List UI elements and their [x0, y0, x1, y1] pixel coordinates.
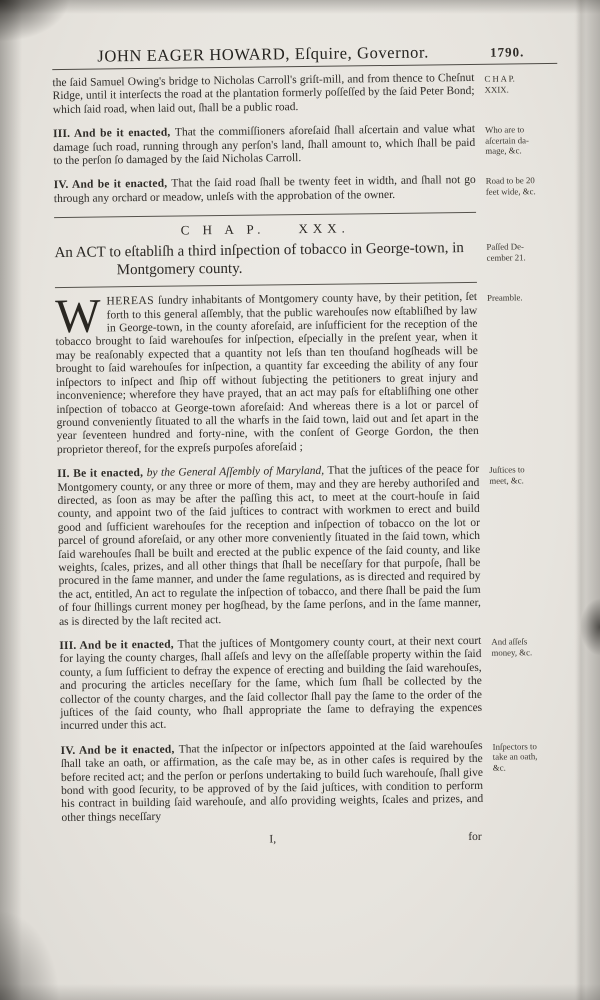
enacting-clause: IV. And be it enacted,: [60, 743, 179, 757]
paragraph-text: [54, 174, 476, 206]
paragraph: [53, 122, 558, 168]
scan-shadow-corner-top-left: [0, 0, 70, 42]
paragraph-text: [59, 635, 482, 734]
paragraph-body: ſundry inhabitants of Montgomery county have, by their petition, ſet forth to this general aſſembly, that the public warehouſes now eſtabliſhed by law in George-town, in the county aforeſaid, are inſufficient for the reception of the tobacco brought to ſaid warehouſes for inſpection, eſpecially in the preſent year, when it may be reaſonably expected that a quantity not leſs than ten thouſand hogſheads will be brought to ſaid warehouſes for inſpection, a quantity far exceeding the ability of any four inſpectors to inſpect and ſhip off without ſubjecting the petitioners to great injury and inconvenience; wherefore they have prayed, that an act may paſs for eſtabliſhing one other inſpection of tobacco at George-town aforeſaid: And whereas there is a lot or parcel of ground conveniently ſituated to all the wharfs in the ſaid town, laid out and ſet apart in the year ſeventeen hundred and forty-nine, with the conſent of George Gordon, the then proprietor thereof, for the expreſs purpoſes aforeſaid ;: [55, 291, 479, 456]
margin-note: Juſtices to meet, &c.: [489, 464, 525, 486]
paragraph-body: That the commiſſioners aforeſaid ſhall aſcertain and value what damage ſuch road, running through any perſon's land, ſhall amount to, which ſhall be paid to the perſon ſo damaged by the ſaid Nicholas Carroll.: [53, 123, 476, 168]
paragraph-text: [61, 740, 484, 826]
paragraph-text: [57, 463, 481, 629]
act-title: An ACT to eſtabliſh a third inſpection of tobacco in George-town, in Montgomery county.: [54, 240, 464, 279]
paragraph: [61, 739, 567, 826]
page-footer: [62, 831, 484, 852]
scan-fold-shadow: [576, 0, 586, 1000]
drop-cap: W: [54, 289, 101, 344]
scan-shadow-right-blob: [580, 598, 600, 656]
margin-note: C H A P. XXIX.: [484, 73, 515, 95]
enacting-clause: III. And be it enacted,: [53, 126, 175, 141]
paragraph-body: That the juſtices of the peace for Montgomery county, or any three or more of them, may and they are hereby authoriſed and directed, as ſoon as may be after the paſſing this act, to meet at the court-houſe in ſaid county, and appoint two of the ſaid juſtices to contract with workmen to erect and build good and ſufficient warehouſes for the reception and inſpection of tobacco on the lot or parcel of ground aforeſaid, or any other more conveniently ſituated in the ſaid town, which ſaid warehouſes ſhall be built and erected at the public expence of the ſaid county, and like weights, ſcales, prizes, and all other things that ſhall be neceſſary for that purpoſe, ſhall be procured in the ſame manner, and under the ſame regulations, as is directed and required by the act, entitled, An act to regulate the inſpection of tobacco, and there ſhall be paid the ſum of four ſhillings current money per hogſhead, by the ſame perſons, and in the ſame manner, as is directed by the laſt recited act.: [57, 463, 481, 628]
paragraph: [57, 462, 564, 629]
paragraph-text: [53, 123, 475, 168]
margin-note-passed-date: Paſſed De- cember 21.: [486, 241, 526, 263]
paragraph-text: [55, 291, 479, 457]
enacting-clause: IV. And be it enacted,: [53, 178, 172, 192]
enacting-clause: II. Be it enacted,: [57, 467, 147, 481]
chapter-rule-top: [54, 212, 476, 218]
margin-note: Road to be 20 feet wide, &c.: [485, 175, 536, 197]
enacting-clause: III. And be it enacted,: [59, 638, 178, 653]
paragraph: [54, 173, 559, 206]
assembly-phrase: by the General Aſſembly of Maryland,: [146, 464, 328, 480]
page-title: JOHN EAGER HOWARD, Eſquire, Governor.: [97, 42, 429, 66]
paragraph-preamble: [55, 290, 562, 457]
chapter-heading: [54, 211, 560, 288]
chapter-rule-bottom: [55, 282, 477, 288]
margin-note: And aſſeſs money, &c.: [491, 636, 533, 658]
catchword: for: [468, 831, 482, 844]
scan-shadow-corner-bottom-left: [0, 910, 60, 1000]
year-label: 1790.: [490, 44, 525, 60]
chapter-number: C H A P. XXX.: [180, 220, 350, 238]
paragraph-body: That the inſpector or inſpectors appointed at the ſaid warehouſes ſhall take an oath, or affirmation, as the caſe may be, as in other caſes is required by the before recited act; and the perſon or perſons undertaking to build ſuch warehouſe, ſhall give bond with good ſecurity, to be approved of by the ſaid juſtices, with condition to perform his contract in building ſaid warehouſe, and alſo providing weights, ſcales and prizes, and other things neceſſary: [60, 739, 484, 824]
paragraph-body: That the juſtices of Montgomery county court, at their next court for laying the county charges, ſhall aſſeſs and levy on the aſſeſſable property within the ſaid county, a ſum ſufficient to defray the expence of erecting and building the ſaid warehouſes, and procuring the articles neceſſary for the ſame, which ſum ſhall be collected by the collector of the county charges, and the ſaid collector ſhall pay the ſame to the order of the juſtices of the ſaid county, who ſhall appropriate the ſame to defraying the expences incurred under this act.: [59, 634, 483, 733]
preamble-lead: HEREAS: [106, 295, 159, 308]
page-content: [52, 41, 567, 852]
signature-mark: I,: [269, 833, 277, 846]
margin-note: Preamble.: [487, 292, 523, 304]
margin-note: Inſpectors to take an oath, &c.: [492, 741, 538, 773]
paragraph-body: That the ſaid road ſhall be twenty feet in width, and ſhall not go through any orchard or meadow, unleſs with the approbation of the owner.: [53, 174, 476, 205]
paragraph: [52, 71, 557, 117]
paragraph-body: the ſaid Samuel Owing's bridge to Nicholas Carroll's griſt-mill, and from thence to Cheſnut Ridge, until it interſects the road at the plantation formerly poſſeſſed by the ſaid Peter Bond; which ſaid road, when laid out, ſhall be a public road.: [52, 71, 475, 116]
paragraph-text: [52, 72, 474, 117]
margin-note: Who are to aſcertain da- mage, &c.: [485, 124, 529, 157]
paragraph: [59, 634, 565, 734]
